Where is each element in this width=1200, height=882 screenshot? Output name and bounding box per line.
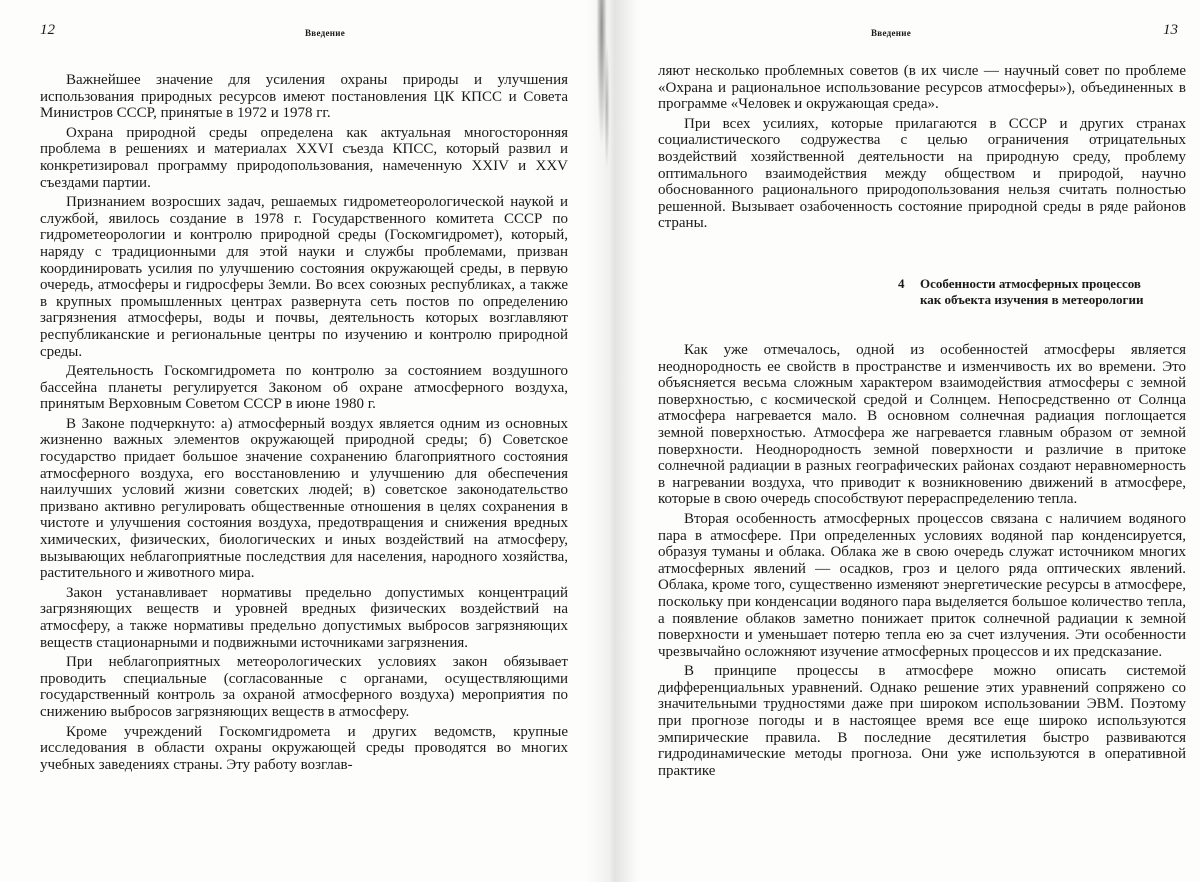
paragraph: Важнейшее значение для усиления охраны природы и улучшения использования природных ресурсов имеют постановления ЦК КПСС и Совета Министров СССР, принятые в 1972 и 1978 гг.: [40, 72, 568, 122]
section-number: 4: [898, 276, 905, 291]
section-title: Особенности атмосферных процессов как объекта изучения в метеорологии: [920, 276, 1144, 307]
right-page: [600, 0, 1200, 882]
paragraph-continuation: ляют несколько проблемных советов (в их числе — научный совет по проблеме «Охрана и рациональное использование ресурсов атмосферы»), объединенных в программе «Человек и окружающая среда».: [658, 63, 1186, 113]
paragraph: Вторая особенность атмосферных процессов связана с наличием водяного пара в атмосфере. При определенных условиях водяной пар конденсируется, образуя туманы и облака. Облака же в свою очередь служат источником многих атмосферных явлений — осадков, гроз и целого ряда оптических явлений. Облака, кроме того, существенно изменяют энергетические ресурсы в атмосфере, поскольку при конденсации водяного пара выделяется большое количество тепла, а появление облаков заметно понижает приток солнечной радиации к земной поверхности и уменьшает потерю тепла ею за счет излучения. Эти особенности чрезвычайно осложняют изучение атмосферных процессов и их предсказание.: [658, 510, 1186, 660]
paragraph: Кроме учреждений Госкомгидромета и других ведомств, крупные исследования в области охраны окружающей среды проводятся во многих учебных заведениях страны. Эту работу возглав-: [40, 723, 568, 773]
paragraph: Как уже отмечалось, одной из особенностей атмосферы является неоднородность ее свойств в пространстве и изменчивость их во времени. Это объясняется весьма сложным характером взаимодействия атмосферы с земной поверхностью, с космической средой и Солнцем. Непосредственно от Солнца атмосфера нагревается мало. В основном солнечная радиация поглощается земной поверхностью. Атмосфера же нагревается главным образом от земной поверхности. Неоднородность земной поверхности и различие в притоке солнечной радиации в разных географических районах создают неравномерность в нагревании воздуха, что приводит к возникновению движений в атмосфере, которые в свою очередь способствуют перераспределению тепла.: [658, 342, 1186, 508]
paragraph: Закон устанавливает нормативы предельно допустимых концентраций загрязняющих веществ и уровней вредных физических воздействий на атмосферу, а также нормативы предельно допустимых выбросов загрязняющих веществ стационарными и подвижными источниками загрязнения.: [40, 584, 568, 651]
running-head: Введение: [871, 28, 912, 38]
right-body-text-top: [658, 63, 1186, 235]
paragraph: При неблагоприятных метеорологических условиях закон обязывает проводить специальные (согласованные с органами, осуществляющими государственный контроль за охраной атмосферного воздуха) мероприятия по снижению выбросов загрязняющих веществ в атмосферу.: [40, 654, 568, 720]
paragraph: Охрана природной среды определена как актуальная многосторонняя проблема в решениях и материалах XXVI съезда КПСС, который развил и конкретизировал программу природопользования, намеченную XXIV и XXV съездами партии.: [40, 124, 568, 191]
paragraph: В принципе процессы в атмосфере можно описать системой дифференциальных уравнений. Однако решение этих уравнений сопряжено со значительными трудностями даже при широком использовании ЭВМ. Поэтому при прогнозе погоды и в настоящее время все еще широко используются эмпирические правила. В последние десятилетия быстро развиваются гидродинамические методы прогноза. Они уже используются в оперативной практике: [658, 663, 1186, 779]
right-body-text-bottom: [658, 342, 1186, 782]
paragraph: В Законе подчеркнуто: а) атмосферный воздух является одним из основных жизненно важных элементов окружающей природной среды; б) Советское государство придает большое значение сохранению благоприятного состояния атмосферного воздуха, его восстановлению и улучшению для обеспечения наилучших условий жизни советских людей; в) советское законодательство призвано активно регулировать общественные отношения в целях сохранения в чистоте и улучшения состояния воздуха, предотвращения и снижения вредных химических, физических, биологических и иных воздействий на атмосферу, вызывающих неблагоприятные последствия для населения, народного хозяйства, растительного и животного мира.: [40, 415, 568, 582]
page-number: 13: [1163, 22, 1178, 38]
paragraph: При всех усилиях, которые прилагаются в СССР и других странах социалистического содружества с целью ограничения отрицательных воздействий хозяйственной деятельности на природную среду, проблему оптимального взаимодействия между обществом и природой, научно обоснованного рационального природопользования нельзя считать полностью решенной. Вызывает озабоченность состояние природной среды в ряде районов страны.: [658, 115, 1186, 232]
paragraph: Деятельность Госкомгидромета по контролю за состоянием воздушного бассейна планеты регулируется Законом об охране атмосферного воздуха, принятым Верховным Советом СССР в июне 1980 г.: [40, 363, 568, 413]
page-number: 12: [40, 22, 55, 38]
running-head: Введение: [305, 28, 346, 38]
left-body-text: [40, 72, 568, 776]
paragraph: Признанием возросших задач, решаемых гидрометеорологической наукой и службой, явилось создание в 1978 г. Государственного комитета СССР по гидрометеорологии и контролю природной среды (Госкомгидромет), который, наряду с традиционными для этой науки и службы проблемами, призван координировать усилия по улучшению состояния окружающей среды, в первую очередь, атмосферы и гидросферы Земли. Во всех союзных республиках, а также в крупных промышленных центрах развернута сеть постов по определению загрязнения атмосферы, воды и почвы, деятельность которых возглавляют республиканские и региональные центры по изучению и контролю природной среды.: [40, 194, 568, 360]
